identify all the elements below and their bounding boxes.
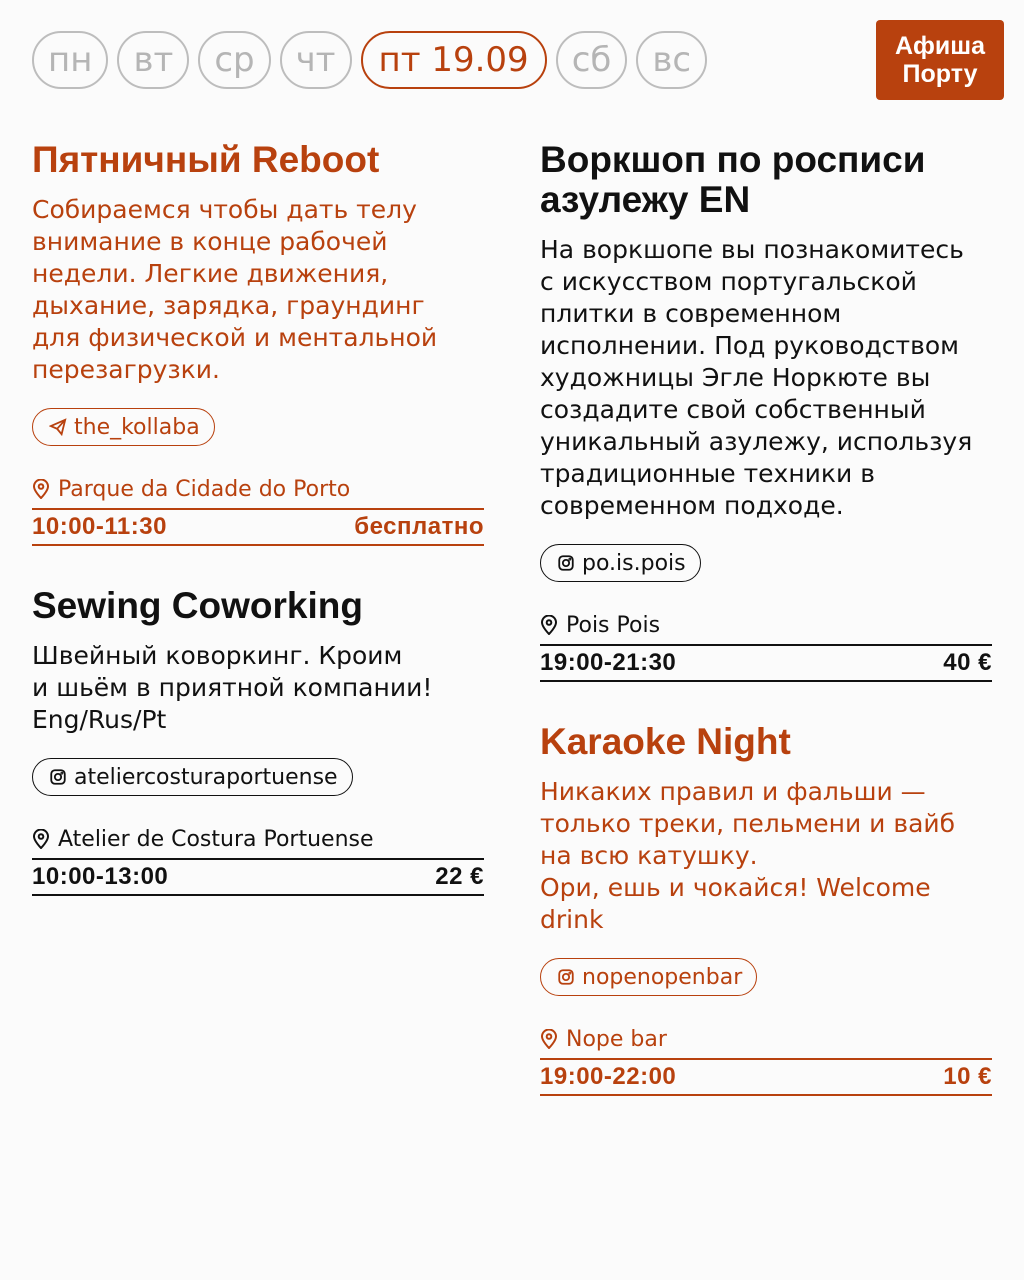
event-location xyxy=(32,474,484,504)
event-title: Воркшоп по росписи азулежу EN xyxy=(540,139,926,220)
event-location xyxy=(32,824,484,854)
event-tag-link[interactable] xyxy=(32,758,353,796)
brand-line-1: Афиша xyxy=(894,32,986,60)
brand-line-2: Порту xyxy=(902,60,978,88)
event-price: бесплатно xyxy=(354,513,484,540)
event-time-price xyxy=(540,1058,992,1096)
instagram-icon xyxy=(557,968,575,986)
event-tag-label: nopenopenbar xyxy=(582,964,743,990)
location-pin-icon xyxy=(540,615,558,635)
event-time-price xyxy=(540,644,992,682)
event-tag-link[interactable] xyxy=(540,958,757,996)
day-fri-active[interactable]: пт 19.09 xyxy=(361,31,547,89)
event-location xyxy=(540,1024,992,1054)
event-location-label: Pois Pois xyxy=(566,612,661,638)
event-title: Sewing Coworking xyxy=(32,585,363,626)
event-tag-link[interactable] xyxy=(32,408,215,446)
instagram-icon xyxy=(557,554,575,572)
weekday-selector xyxy=(32,31,707,89)
event-tag-label: the_kollaba xyxy=(74,414,200,440)
event-time: 10:00-13:00 xyxy=(32,863,169,890)
event-time: 10:00-11:30 xyxy=(32,513,167,540)
location-pin-icon xyxy=(540,1029,558,1049)
day-wed[interactable]: ср xyxy=(198,31,270,89)
event-price: 40 € xyxy=(943,649,992,676)
event-card-azulejo xyxy=(540,140,992,682)
event-time: 19:00-22:00 xyxy=(540,1063,677,1090)
event-description: На воркшопе вы познакомитесь с искусством португальской плитки в современном исполнении. Под руководством художницы Эгле Норкюте вы создадите свой собственный уникальный азулежу, используя традиционные техники в современном подходе. xyxy=(540,235,973,520)
event-price: 10 € xyxy=(943,1063,992,1090)
event-title: Пятничный Reboot xyxy=(32,139,380,180)
telegram-icon xyxy=(49,418,67,436)
event-time-price xyxy=(32,508,484,546)
event-description: Собираемся чтобы дать телу внимание в конце рабочей недели. Легкие движения, дыхание, зарядка, граундинг для физической и ментальной перезагрузки. xyxy=(32,195,438,384)
event-card-sewing xyxy=(32,586,484,896)
location-pin-icon xyxy=(32,479,50,499)
day-tue[interactable]: вт xyxy=(117,31,189,89)
event-location-label: Atelier de Costura Portuense xyxy=(58,826,374,852)
day-sun[interactable]: вс xyxy=(636,31,707,89)
day-mon[interactable]: пн xyxy=(32,31,108,89)
event-card-karaoke xyxy=(540,722,992,1096)
event-tag-link[interactable] xyxy=(540,544,701,582)
event-description: Никаких правил и фальши — только треки, пельмени и вайб на всю катушку. Ори, ешь и чокайся! Welcome drink xyxy=(540,777,956,934)
location-pin-icon xyxy=(32,829,50,849)
event-title: Karaoke Night xyxy=(540,721,791,762)
event-location xyxy=(540,610,992,640)
day-sat[interactable]: сб xyxy=(556,31,628,89)
event-location-label: Nope bar xyxy=(566,1026,667,1052)
event-tag-label: po.is.pois xyxy=(582,550,686,576)
left-column xyxy=(32,140,484,936)
brand-logo xyxy=(876,20,1004,100)
event-price: 22 € xyxy=(435,863,484,890)
event-time: 19:00-21:30 xyxy=(540,649,677,676)
event-location-label: Parque da Cidade do Porto xyxy=(58,476,351,502)
day-thu[interactable]: чт xyxy=(280,31,352,89)
event-time-price xyxy=(32,858,484,896)
event-card-reboot xyxy=(32,140,484,546)
instagram-icon xyxy=(49,768,67,786)
event-tag-label: ateliercosturaportuense xyxy=(74,764,338,790)
right-column xyxy=(540,140,992,1136)
event-description: Швейный коворкинг. Кроим и шьём в приятной компании! Eng/Rus/Pt xyxy=(32,641,433,734)
